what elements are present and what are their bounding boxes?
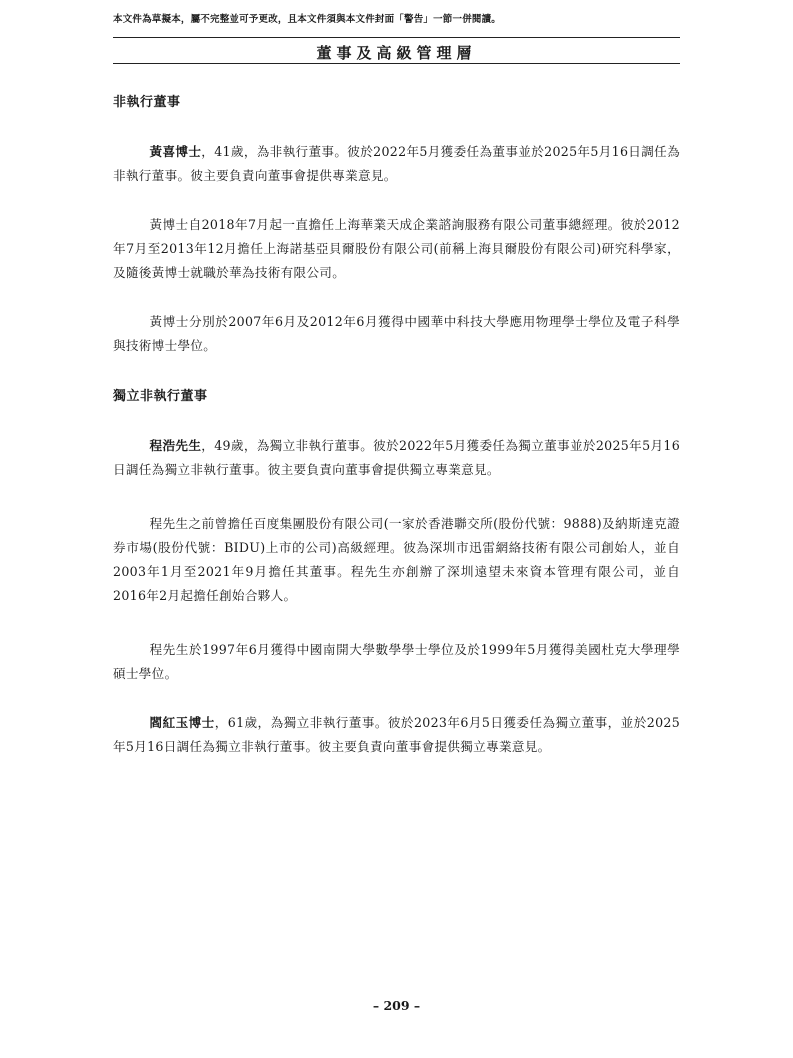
paragraph: 程先生之前曾擔任百度集團股份有限公司(一家於香港聯交所(股份代號：9888)及納斯達克證券市場(股份代號：BIDU)上市的公司)高級經理。彼為深圳市迅雷網絡技術有限公司創始人，並自2003年1月至2021年9月擔任其董事。程先生亦創辦了深圳遠望未來資本管理有限公司，並自2016年2月起擔任創始合夥人。 [113,516,680,603]
director-bio-huang [113,140,680,188]
section-heading-independent: 獨立非執行董事 [113,389,208,404]
draft-disclaimer: 本文件為草擬本，屬不完整並可予更改，且本文件須與本文件封面「警告」一節一併閱讀。 [113,14,502,25]
director-bio-text: ，49歲，為獨立非執行董事。彼於2022年5月獲委任為獨立董事並於2025年5月16日調任為獨立非執行董事。彼主要負責向董事會提供獨立專業意見。 [113,438,681,477]
director-bio-text: ，41歲，為非執行董事。彼於2022年5月獲委任為董事並於2025年5月16日調任為非執行董事。彼主要負責向董事會提供專業意見。 [113,144,681,183]
paragraph: 黃博士分別於2007年6月及2012年6月獲得中國華中科技大學應用物理學士學位及電子科學與技術博士學位。 [113,314,680,353]
director-name: 閻紅玉博士 [149,715,215,730]
paragraph: 黃博士自2018年7月起一直擔任上海華業天成企業諮詢服務有限公司董事總經理。彼於2012年7月至2013年12月擔任上海諾基亞貝爾股份有限公司(前稱上海貝爾股份有限公司)研究科學家，及隨後黃博士就職於華為技術有限公司。 [113,217,680,280]
title-rule-top [113,37,680,38]
director-bio-cheng [113,434,680,482]
director-name: 黃喜博士 [149,144,202,159]
director-bio-yan [113,711,680,759]
section-heading-non-executive: 非執行董事 [113,95,181,110]
director-name: 程浩先生 [149,438,202,453]
title-rule-bottom [113,63,680,64]
page-number: – 209 – [372,998,421,1013]
paragraph: 程先生於1997年6月獲得中國南開大學數學學士學位及於1999年5月獲得美國杜克大學理學碩士學位。 [113,642,680,681]
page-title: 董事及高級管理層 [316,44,477,62]
director-bio-text: ，61歲，為獨立非執行董事。彼於2023年6月5日獲委任為獨立董事，並於2025年5月16日調任為獨立非執行董事。彼主要負責向董事會提供獨立專業意見。 [113,715,681,754]
document-body [113,91,680,759]
